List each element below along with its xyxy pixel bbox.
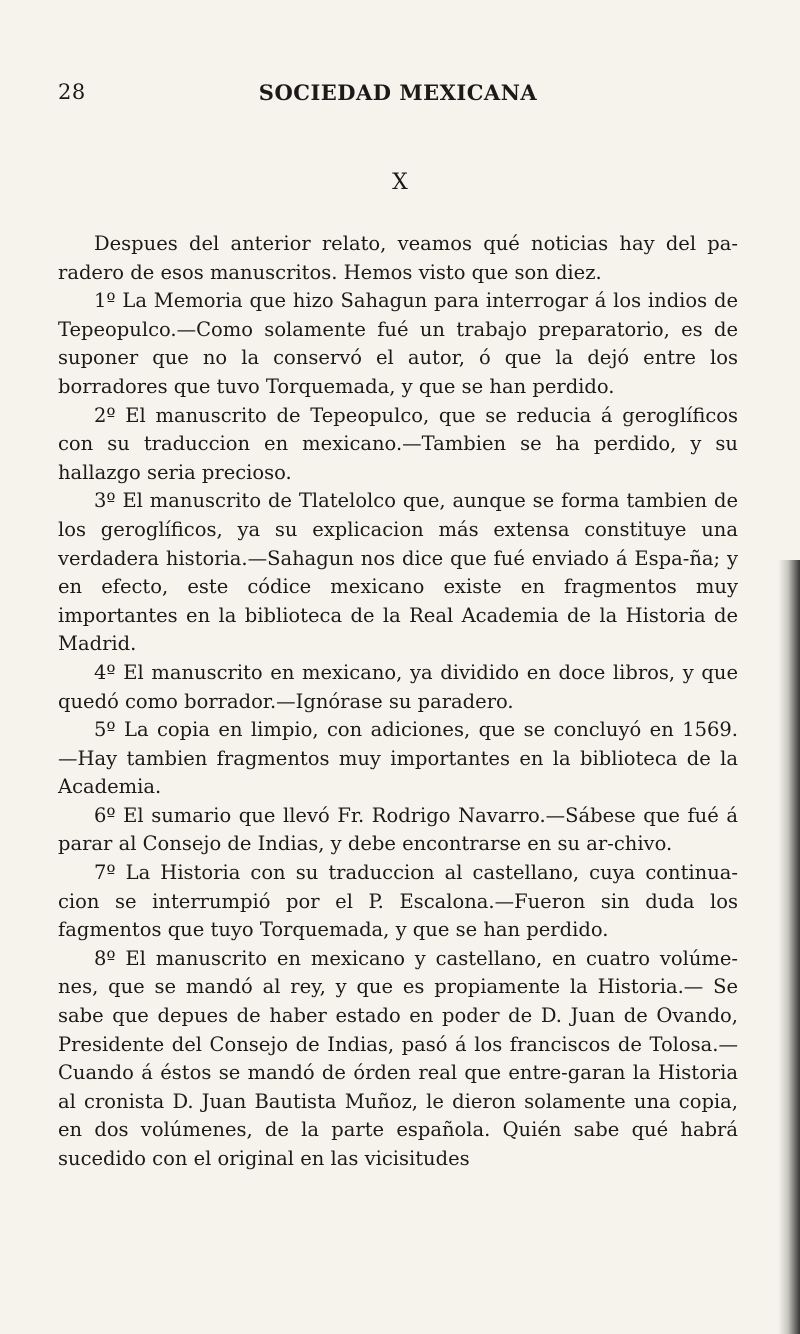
paragraph: 4º El manuscrito en mexicano, ya dividido en doce libros, y que quedó como borrador.—Ignórase su paradero. (58, 660, 738, 713)
paragraph: 2º El manuscrito de Tepeopulco, que se reducia á geroglíficos con su traduccion en mexicano.—Tambien se ha perdido, y su hallazgo seria precioso. (58, 403, 738, 484)
paragraph: Despues del anterior relato, veamos qué noticias hay del pa-radero de esos manuscritos. Hemos visto que son diez. (58, 232, 738, 284)
paragraph: 5º La copia en limpio, con adiciones, que se concluyó en 1569. —Hay tambien fragmentos muy importantes en la biblioteca de la Academia. (58, 718, 738, 799)
paragraph: 3º El manuscrito de Tlatelolco que, aunque se forma tambien de los geroglíficos, ya su explicacion más extensa constituye una verdadera historia.—Sahagun nos dice que fué enviado á Espa-ña; y en efecto, este códice mexicano existe en fragmentos muy importantes en la biblioteca de la Real Academia de la Historia de Madrid. (58, 489, 738, 656)
paragraph: 7º La Historia con su traduccion al castellano, cuya continua-cion se interrumpió por el P. Escalona.—Fueron sin duda los fagmentos que tuyo Torquemada, y que se han perdido. (58, 861, 738, 942)
page-number: 28 (58, 80, 86, 104)
body-text (58, 230, 738, 1174)
paragraph: 1º La Memoria que hizo Sahagun para interrogar á los indios de Tepeopulco.—Como solamente fué un trabajo preparatorio, es de suponer que no la conservó el autor, ó que la dejó entre los borradores que tuvo Torquemada, y que se han perdido. (58, 289, 738, 398)
page-edge-shadow (778, 560, 800, 1334)
paragraph: 6º El sumario que llevó Fr. Rodrigo Navarro.—Sábese que fué á parar al Consejo de Indias, y debe encontrarse en su ar-chivo. (58, 803, 738, 856)
running-title: SOCIEDAD MEXICANA (258, 80, 538, 105)
paragraph: 8º El manuscrito en mexicano y castellano, en cuatro volúme-nes, que se mandó al rey, y que es propiamente la Historia.— Se sabe que depues de haber estado en poder de D. Juan de Ovando, Presidente del Consejo de Indias, pasó á los franciscos de Tolosa.—Cuando á éstos se mandó de órden real que entre-garan la Historia al cronista D. Juan Bautista Muñoz, le dieron solamente una copia, en dos volúmenes, de la parte española. Quién sabe qué habrá sucedido con el original en las vicisitudes (58, 946, 738, 1170)
section-numeral: X (392, 170, 408, 195)
running-head (58, 80, 738, 110)
